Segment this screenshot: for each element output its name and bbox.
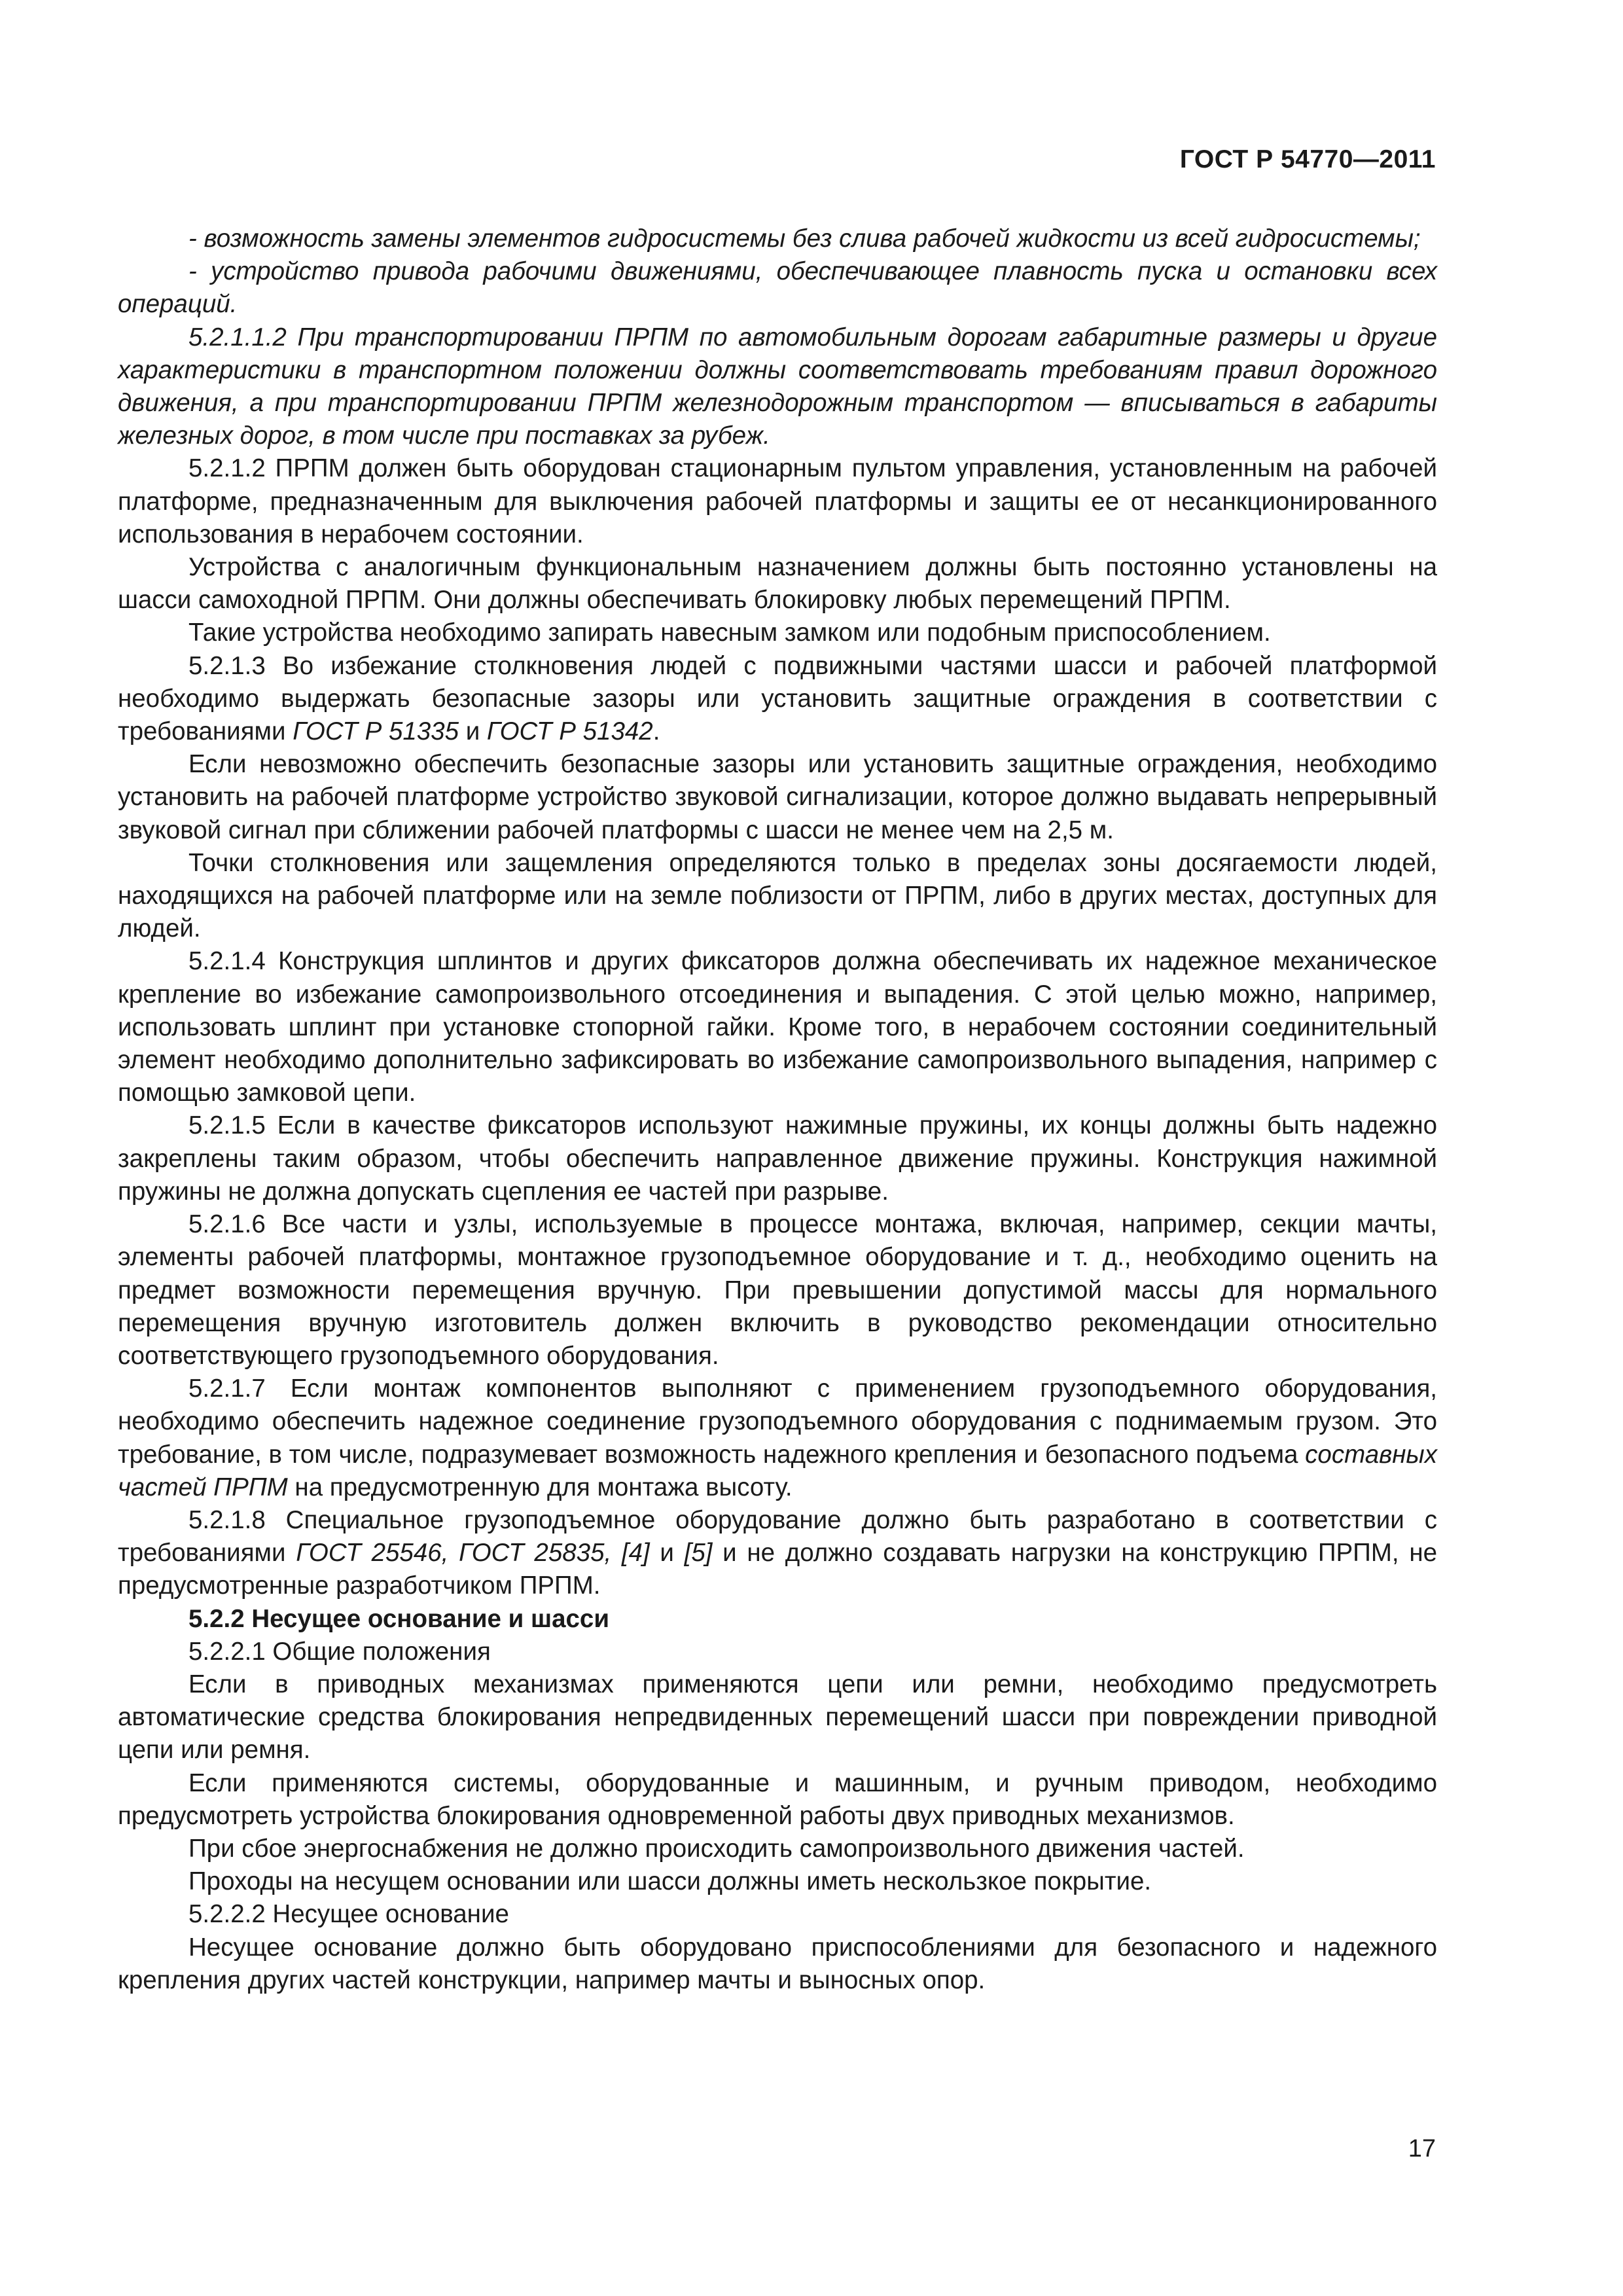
paragraph: Если невозможно обеспечить безопасные зазоры или установить защитные ограждения, необходимо установить на рабочей платформе устройство звуковой сигнализации, которое должно выдавать непрерывный звуковой сигнал при сближении рабочей платформы с шасси не менее чем на 2,5 м. xyxy=(118,750,1437,844)
paragraph: Если применяются системы, оборудованные и машинным, и ручным приводом, необходимо предусмотреть устройства блокирования одновременной работы двух приводных механизмов. xyxy=(118,1768,1437,1830)
paragraph-text: и xyxy=(459,717,487,746)
paragraph: Точки столкновения или защемления определяются только в пределах зоны досягаемости людей, находящихся на рабочей платформе или на земле поблизости от ПРПМ, либо в других местах, доступных для людей. xyxy=(118,848,1437,943)
paragraph: Если в приводных механизмах применяются цепи или ремни, необходимо предусмотреть автоматические средства блокирования непредвиденных перемещений шасси при повреждении приводной цепи или ремня. xyxy=(118,1670,1437,1765)
paragraph: 5.2.1.2 ПРПМ должен быть оборудован стационарным пультом управления, установленным на рабочей платформе, предназначенным для выключения рабочей платформы и защиты ее от несанкционированного использования в нерабочем состоянии. xyxy=(118,454,1437,548)
paragraph xyxy=(118,1504,1437,1603)
section-heading: 5.2.2 Несущее основание и шасси xyxy=(188,1604,610,1633)
standard-reference: ГОСТ Р 51335 xyxy=(293,717,459,746)
bibliography-reference: [5] xyxy=(684,1539,713,1568)
paragraph: Проходы на несущем основании или шасси должны иметь нескользкое покрытие. xyxy=(188,1867,1152,1896)
paragraph: 5.2.1.1.2 При транспортировании ПРПМ по автомобильным дорогам габаритные размеры и другие характеристики в транспортном положении должны соответствовать требованиям правил дорожного движения, а при транспортировании ПРПМ железнодорожным транспортом — вписываться в габариты железных дорог, в том числе при поставках за рубеж. xyxy=(118,323,1437,450)
paragraph xyxy=(118,650,1437,749)
paragraph-text: и не должно создавать нагрузки на конструкцию ПРПМ, не предусмотренные разработчиком ПРПМ. xyxy=(118,1539,1437,1600)
paragraph-text: 5.2.1.3 Во избежание столкновения людей с подвижными частями шасси и рабочей платформой необходимо выдержать безопасные зазоры или установить защитные ограждения в соответствии с требованиями xyxy=(118,651,1437,746)
paragraph-text: 5.2.1.8 Специальное грузоподъемное оборудование должно быть разработано в соответствии с требованиями xyxy=(118,1505,1437,1568)
paragraph: - возможность замены элементов гидросистемы без слива рабочей жидкости из всей гидросистемы; xyxy=(188,224,1421,253)
paragraph xyxy=(118,1372,1437,1504)
paragraph-text: 5.2.1.7 Если монтаж компонентов выполняют с применением грузоподъемного оборудования, необходимо обеспечить надежное соединение грузоподъемного оборудования с поднимаемым грузом. Это требование, в том числе, подразумевает возможность надежного крепления и безопасного подъема xyxy=(118,1374,1437,1469)
paragraph-text: . xyxy=(652,717,660,746)
paragraph: 5.2.1.4 Конструкция шплинтов и других фиксаторов должна обеспечивать их надежное механическое крепление во избежание самопроизвольного отсоединения и выпадения. С этой целью можно, например, использовать шплинт при установке стопорной гайки. Кроме того, в нерабочем состоянии соединительный элемент необходимо дополнительно зафиксировать во избежание самопроизвольного выпадения, например с помощью замковой цепи. xyxy=(118,947,1437,1107)
paragraph: Несущее основание должно быть оборудовано приспособлениями для безопасного и надежного крепления других частей конструкции, например мачты и выносных опор. xyxy=(118,1933,1437,1994)
paragraph: При сбое энергоснабжения не должно происходить самопроизвольного движения частей. xyxy=(188,1834,1245,1863)
paragraph-text: на предусмотренную для монтажа высоту. xyxy=(287,1473,793,1501)
subsection-heading: 5.2.2.1 Общие положения xyxy=(188,1637,491,1666)
paragraph: - устройство привода рабочими движениями, обеспечивающее плавность пуска и остановки всех операций. xyxy=(118,257,1437,319)
paragraph: 5.2.1.5 Если в качестве фиксаторов используют нажимные пружины, их концы должны быть надежно закреплены таким образом, чтобы обеспечить направленное движение пружины. Конструкция нажимной пружины не должна допускать сцепления ее частей при разрыве. xyxy=(118,1111,1437,1206)
term-reference: составных частей ПРПМ xyxy=(118,1440,1437,1501)
page-number: 17 xyxy=(1408,2135,1436,2162)
standard-reference: ГОСТ Р 51342 xyxy=(486,717,653,746)
paragraph: Устройства с аналогичным функциональным назначением должны быть постоянно установлены на шасси самоходной ПРПМ. Они должны обеспечивать блокировку любых перемещений ПРПМ. xyxy=(118,553,1437,615)
paragraph-text: и xyxy=(649,1539,685,1568)
paragraph: Такие устройства необходимо запирать навесным замком или подобным приспособлением. xyxy=(188,619,1271,647)
paragraph: 5.2.1.6 Все части и узлы, используемые в процессе монтажа, включая, например, секции мачты, элементы рабочей платформы, монтажное грузоподъемное оборудование и т. д., необходимо оценить на предмет возможности перемещения вручную. При превышении допустимой массы для нормального перемещения вручную изготовитель должен включить в руководство рекомендации относительно соответствующего грузоподъемного оборудования. xyxy=(118,1210,1437,1370)
document-header: ГОСТ Р 54770—2011 xyxy=(1179,145,1436,173)
standard-reference: ГОСТ 25546, ГОСТ 25835, [4] xyxy=(296,1539,650,1568)
document-body xyxy=(118,223,1437,1997)
subsection-heading: 5.2.2.2 Несущее основание xyxy=(188,1900,509,1929)
